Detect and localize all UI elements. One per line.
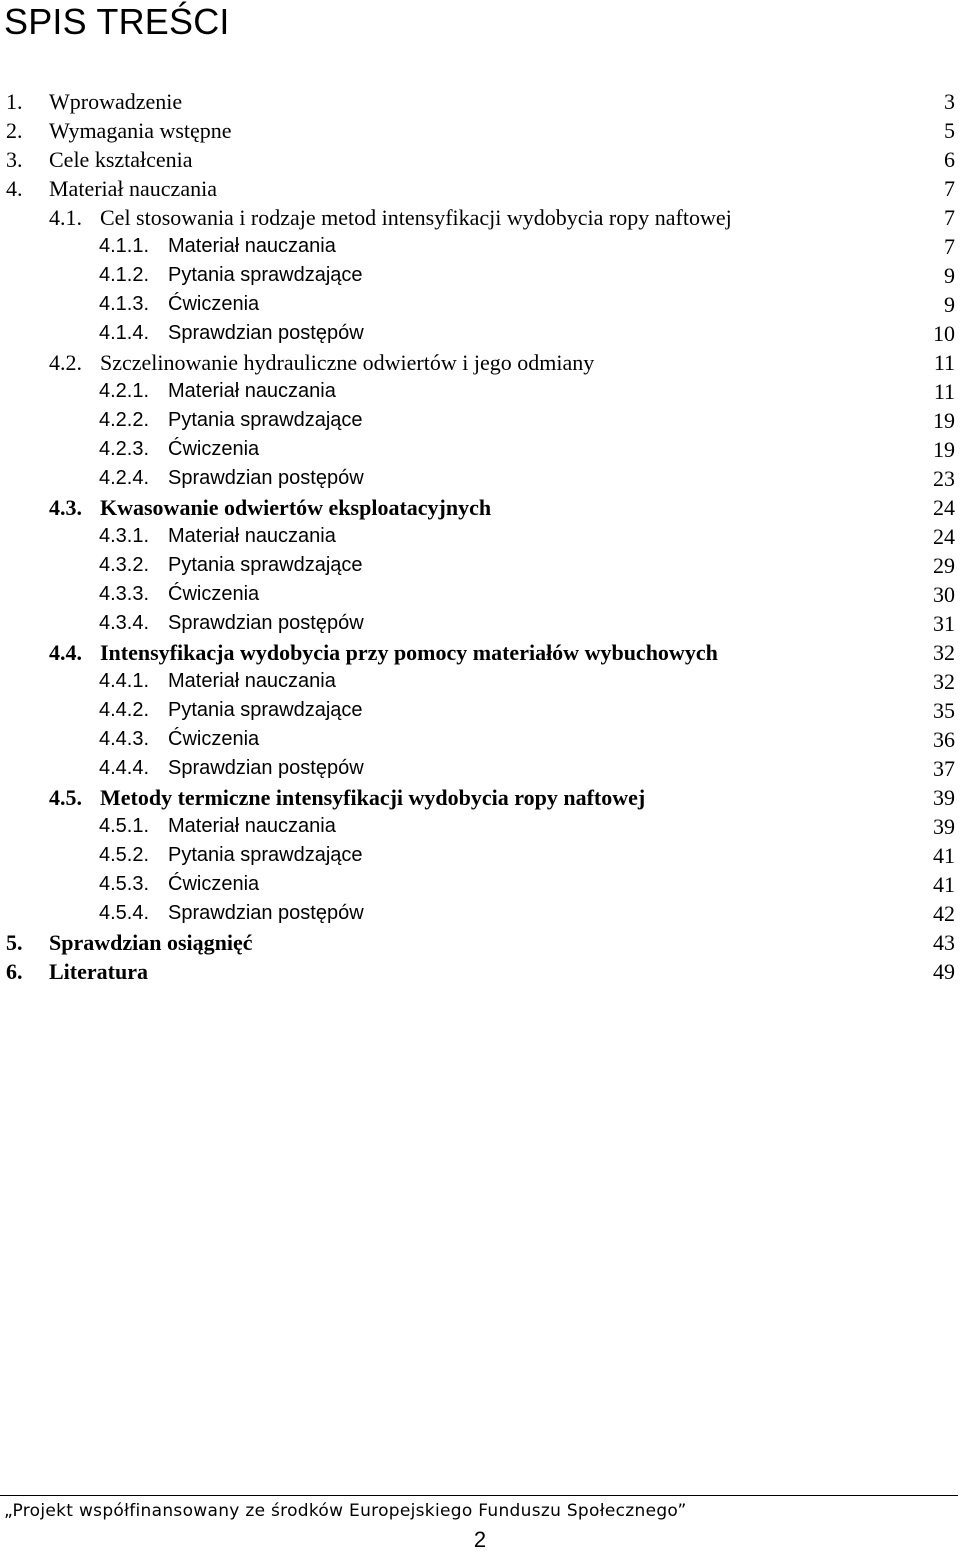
toc-entry[interactable]	[0, 87, 960, 116]
toc-entry[interactable]	[0, 435, 960, 464]
toc-entry-number: 1.	[6, 89, 23, 114]
toc-entry-page: 31	[933, 611, 955, 636]
toc-entry-title: Kwasowanie odwiertów eksploatacyjnych	[100, 495, 492, 520]
toc-entry-title: Ćwiczenia	[168, 438, 260, 460]
toc-entry-page: 32	[933, 669, 955, 694]
toc-entry-number: 4.2.3.	[99, 438, 150, 460]
toc-entry-title: Metody termiczne intensyfikacji wydobycia ropy naftowej	[100, 785, 646, 810]
page-title: SPIS TREŚCI	[4, 1, 230, 42]
toc-entry-page: 24	[933, 524, 955, 549]
toc-entry[interactable]	[0, 696, 960, 725]
toc-entry-title: Wymagania wstępne	[49, 118, 232, 143]
toc-entry[interactable]	[0, 493, 960, 522]
toc-entry-number: 4.5.	[49, 785, 82, 810]
toc-entry[interactable]	[0, 290, 960, 319]
toc-entry-number: 4.5.1.	[99, 815, 150, 837]
toc-entry-page: 5	[944, 118, 955, 143]
toc-entry-page: 42	[933, 901, 955, 926]
toc-entry-number: 2.	[6, 118, 23, 143]
toc-entry[interactable]	[0, 232, 960, 261]
toc-entry-number: 4.1.1.	[99, 235, 150, 257]
toc-entry-page: 23	[933, 466, 955, 491]
toc-entry-number: 4.2.1.	[99, 380, 150, 402]
toc-entry-page: 43	[933, 930, 955, 955]
toc-entry-number: 4.4.2.	[99, 699, 150, 721]
toc-entry-number: 4.5.4.	[99, 902, 150, 924]
toc-entry-page: 24	[933, 495, 955, 520]
toc-entry-number: 4.4.4.	[99, 757, 150, 779]
toc-entry-title: Sprawdzian postępów	[168, 902, 364, 924]
toc-entry[interactable]	[0, 464, 960, 493]
toc-entry-number: 4.2.4.	[99, 467, 150, 489]
toc-entry-title: Materiał nauczania	[168, 670, 336, 692]
toc-entry-title: Pytania sprawdzające	[168, 264, 363, 286]
toc-entry-title: Cele kształcenia	[49, 147, 193, 172]
toc-entry-number: 4.1.	[49, 205, 82, 230]
toc-entry-number: 4.5.3.	[99, 873, 150, 895]
toc-entry[interactable]	[0, 754, 960, 783]
toc-entry-page: 11	[933, 379, 955, 404]
toc-entry-title: Cel stosowania i rodzaje metod intensyfikacji wydobycia ropy naftowej	[100, 205, 732, 230]
toc-entry[interactable]	[0, 841, 960, 870]
toc-entry-page: 9	[944, 263, 955, 288]
toc-entry-page: 7	[944, 176, 955, 201]
toc-entry[interactable]	[0, 261, 960, 290]
toc-entry[interactable]	[0, 957, 960, 986]
toc-entry[interactable]	[0, 116, 960, 145]
toc-entry[interactable]	[0, 783, 960, 812]
toc-entry-page: 37	[933, 756, 955, 781]
toc-entry-number: 4.3.1.	[99, 525, 150, 547]
toc-entry-number: 4.	[6, 176, 23, 201]
toc-entry[interactable]	[0, 928, 960, 957]
toc-entry-title: Ćwiczenia	[168, 293, 260, 315]
toc-entry-title: Wprowadzenie	[49, 89, 183, 114]
toc-entry-page: 3	[944, 89, 955, 114]
page-number: 2	[473, 1527, 487, 1552]
toc-entry-title: Ćwiczenia	[168, 583, 260, 605]
toc-entry-number: 4.3.2.	[99, 554, 150, 576]
toc-entry-title: Sprawdzian postępów	[168, 612, 364, 634]
toc-entry[interactable]	[0, 580, 960, 609]
toc-entry-number: 4.3.4.	[99, 612, 150, 634]
toc-entry-title: Sprawdzian osiągnięć	[49, 930, 253, 955]
toc-entry-title: Materiał nauczania	[168, 380, 336, 402]
toc-entry-title: Intensyfikacja wydobycia przy pomocy materiałów wybuchowych	[100, 640, 718, 665]
toc-entry-number: 4.2.	[49, 350, 82, 375]
toc-entry-number: 4.3.3.	[99, 583, 150, 605]
toc-entry-page: 32	[933, 640, 955, 665]
toc-entry-title: Materiał nauczania	[168, 815, 336, 837]
toc-entry-number: 4.4.3.	[99, 728, 150, 750]
toc-entry[interactable]	[0, 348, 960, 377]
toc-entry-title: Sprawdzian postępów	[168, 322, 364, 344]
toc-entry-title: Materiał nauczania	[168, 525, 336, 547]
toc-entry-title: Ćwiczenia	[168, 728, 260, 750]
toc-entry[interactable]	[0, 174, 960, 203]
toc-entry[interactable]	[0, 870, 960, 899]
toc-entry-page: 35	[933, 698, 955, 723]
toc-entry-title: Literatura	[49, 959, 148, 984]
toc-entry-title: Pytania sprawdzające	[168, 844, 363, 866]
toc-entry-number: 4.4.1.	[99, 670, 150, 692]
toc-entry[interactable]	[0, 522, 960, 551]
toc-entry-title: Szczelinowanie hydrauliczne odwiertów i jego odmiany	[100, 350, 595, 375]
toc-entry[interactable]	[0, 406, 960, 435]
toc-entry-number: 4.4.	[49, 640, 82, 665]
toc-entry-title: Sprawdzian postępów	[168, 467, 364, 489]
toc-entry-title: Materiał nauczania	[49, 176, 217, 201]
toc-entry-number: 4.3.	[49, 495, 82, 520]
toc-entry[interactable]	[0, 377, 960, 406]
toc-entry-page: 49	[933, 959, 955, 984]
toc-entry[interactable]	[0, 203, 960, 232]
toc-entry-page: 6	[944, 147, 955, 172]
table-of-contents	[0, 87, 960, 986]
toc-entry-page: 41	[933, 843, 955, 868]
toc-entry-number: 4.2.2.	[99, 409, 150, 431]
toc-entry[interactable]	[0, 551, 960, 580]
toc-entry-number: 6.	[6, 959, 23, 984]
toc-entry-page: 41	[933, 872, 955, 897]
toc-entry-number: 3.	[6, 147, 23, 172]
toc-entry-title: Pytania sprawdzające	[168, 699, 363, 721]
toc-entry-page: 7	[944, 205, 955, 230]
toc-entry[interactable]	[0, 638, 960, 667]
toc-entry[interactable]	[0, 725, 960, 754]
toc-entry[interactable]	[0, 145, 960, 174]
toc-entry-page: 7	[944, 234, 955, 259]
toc-entry-number: 4.5.2.	[99, 844, 150, 866]
toc-entry-page: 36	[933, 727, 955, 752]
toc-entry-title: Sprawdzian postępów	[168, 757, 364, 779]
toc-entry[interactable]	[0, 667, 960, 696]
toc-entry-title: Materiał nauczania	[168, 235, 336, 257]
toc-entry-page: 10	[933, 321, 955, 346]
toc-entry-page: 11	[933, 350, 955, 375]
toc-entry-number: 5.	[6, 930, 23, 955]
toc-entry[interactable]	[0, 812, 960, 841]
toc-entry-page: 19	[933, 408, 955, 433]
toc-entry-page: 30	[933, 582, 955, 607]
toc-entry-page: 19	[933, 437, 955, 462]
toc-entry-title: Pytania sprawdzające	[168, 409, 363, 431]
toc-entry-number: 4.1.3.	[99, 293, 150, 315]
toc-entry-page: 29	[933, 553, 955, 578]
toc-entry[interactable]	[0, 899, 960, 928]
footer-divider	[0, 1495, 958, 1496]
toc-entry-number: 4.1.2.	[99, 264, 150, 286]
toc-entry[interactable]	[0, 609, 960, 638]
toc-entry-title: Pytania sprawdzające	[168, 554, 363, 576]
toc-entry-title: Ćwiczenia	[168, 873, 260, 895]
toc-entry[interactable]	[0, 319, 960, 348]
toc-entry-number: 4.1.4.	[99, 322, 150, 344]
toc-entry-page: 39	[933, 814, 955, 839]
footer-text: „Projekt współfinansowany ze środków Europejskiego Funduszu Społecznego”	[4, 1501, 687, 1521]
toc-entry-page: 39	[933, 785, 955, 810]
toc-entry-page: 9	[944, 292, 955, 317]
